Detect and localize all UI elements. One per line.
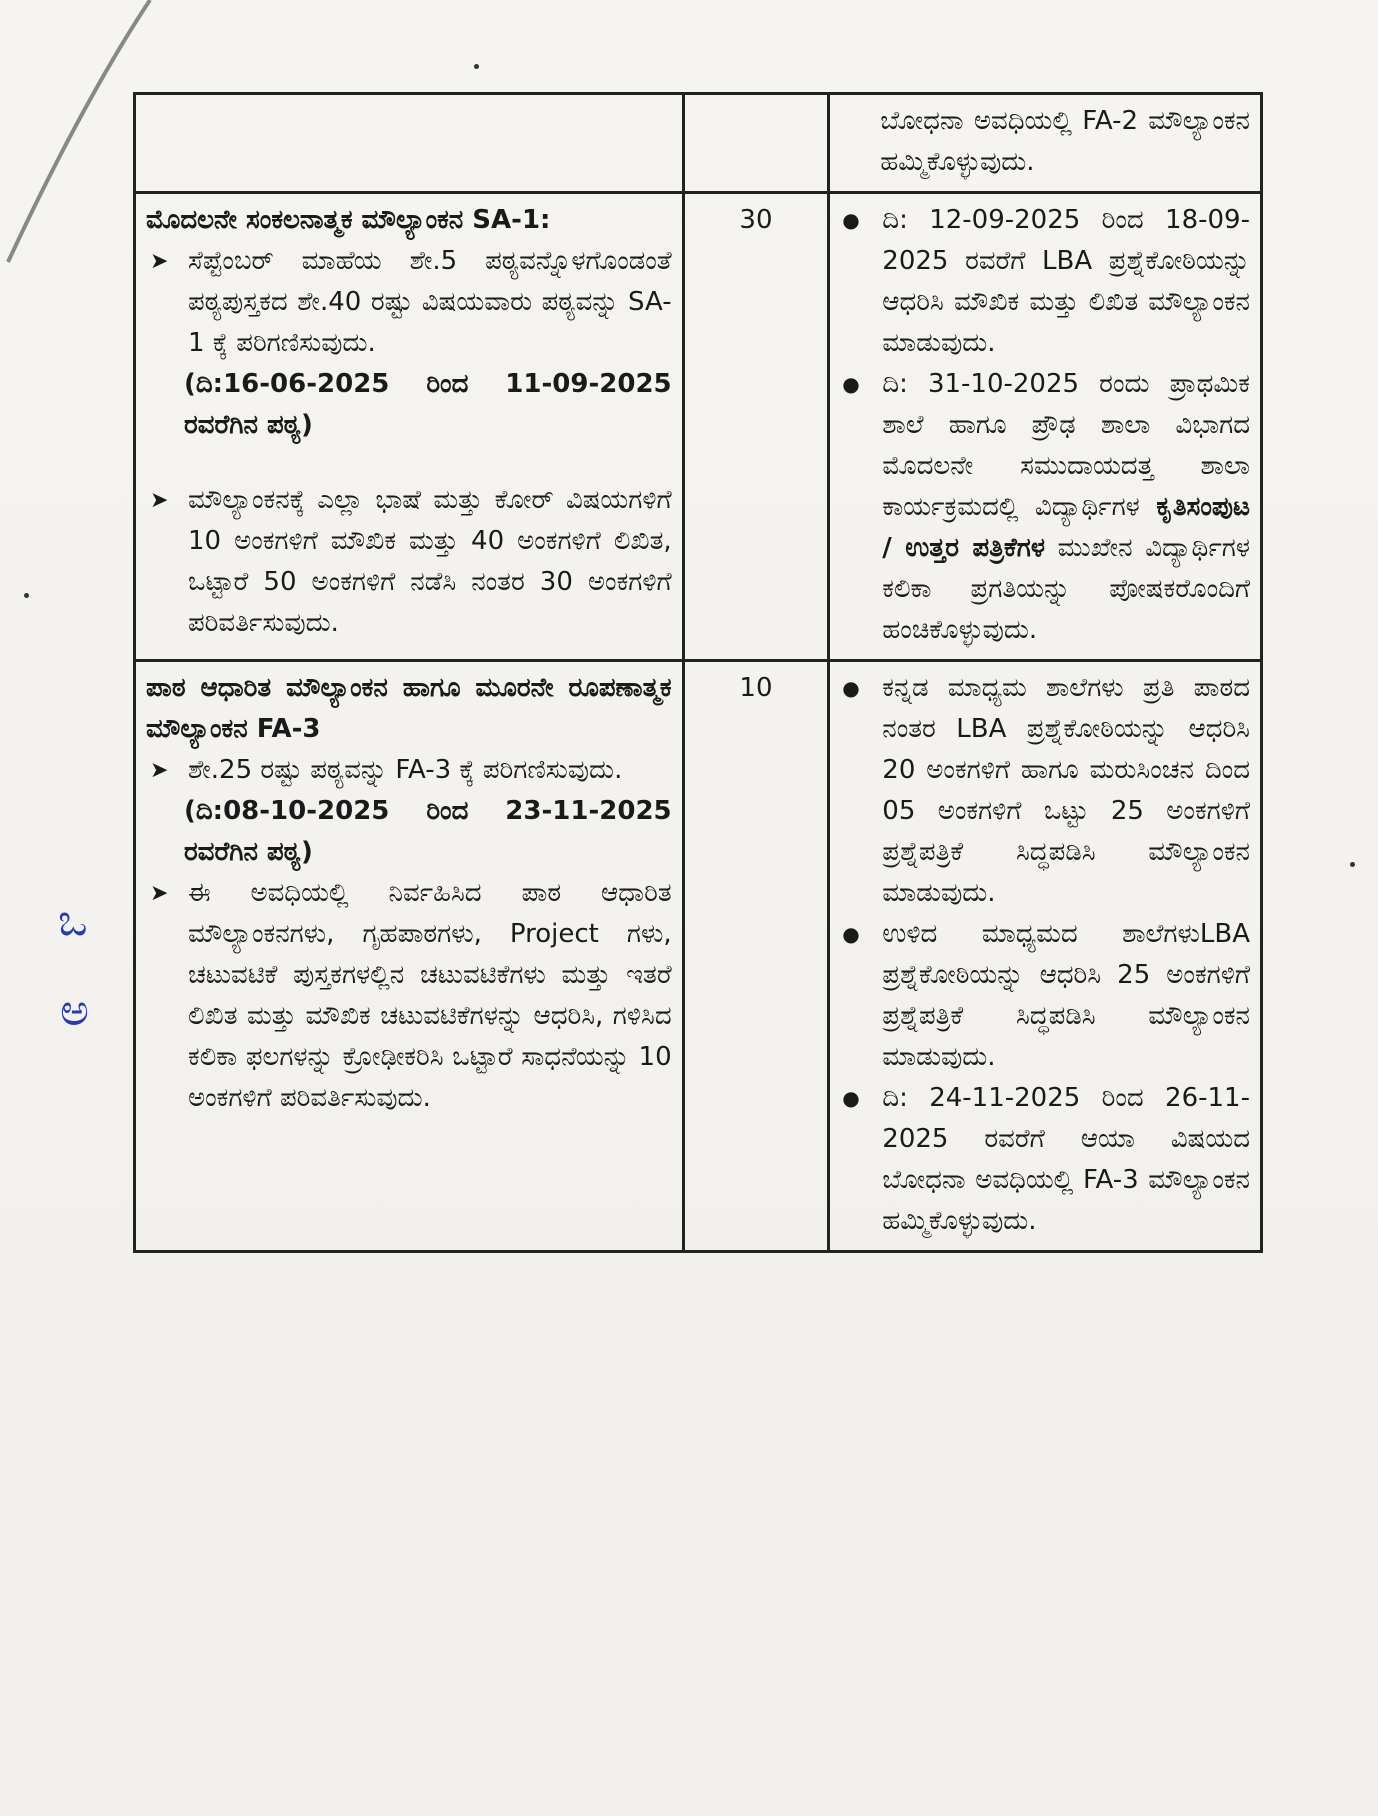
- schedule-list: [840, 668, 1250, 1242]
- schedule-continuation-text: ಬೋಧನಾ ಅವಧಿಯಲ್ಲಿ FA-2 ಮೌಲ್ಯಾಂಕನ ಹಮ್ಮಿಕೊಳ್ಳುವುದು.: [880, 106, 1250, 177]
- list-item-text: ಈ ಅವಧಿಯಲ್ಲಿ ನಿರ್ವಹಿಸಿದ ಪಾಠ ಆಧಾರಿತ ಮೌಲ್ಯಾಂಕನಗಳು, ಗೃಹಪಾಠಗಳು, Project ಗಳು, ಚಟುವಟಿಕೆ ಪುಸ್ತಕಗಳಲ್ಲಿನ ಚಟುವಟಿಕೆಗಳು ಮತ್ತು ಇತರೆ ಲಿಖಿತ ಮತ್ತು ಮೌಖಿಕ ಚಟುವಟಿಕೆಗಳನ್ನು ಆಧರಿಸಿ, ಗಳಿಸಿದ ಕಲಿಕಾ ಫಲಗಳನ್ನು ಕ್ರೋಢೀಕರಿಸಿ ಒಟ್ಟಾರೆ ಸಾಧನೆಯನ್ನು 10 ಅಂಕಗಳಿಗೆ ಪರಿವರ್ತಿಸುವುದು.: [188, 878, 672, 1113]
- table-row-sa1: [135, 193, 1262, 661]
- schedule-bold-part: ಉತ್ತರ ಪತ್ರಿಕೆಗಳ: [905, 533, 1045, 563]
- scan-speck: [1350, 862, 1355, 867]
- list-item: [840, 200, 1250, 364]
- activity-cell-sa1: [135, 193, 684, 661]
- schedule-list: [840, 200, 1250, 651]
- period-note: (ದಿ:08-10-2025 ರಿಂದ 23-11-2025 ರವರೆಗಿನ ಪಠ್ಯ): [184, 796, 672, 867]
- bullet-icon: ●: [842, 922, 860, 946]
- list-item: [146, 750, 672, 791]
- arrow-bullet-icon: ➤: [150, 488, 169, 513]
- table-row-fa3: [135, 661, 1262, 1252]
- schedule-cell-sa1: [829, 193, 1262, 661]
- list-item: [840, 364, 1250, 651]
- activity-cell-empty: [135, 94, 684, 193]
- marks-cell: 10: [683, 661, 829, 1252]
- list-item: [840, 1078, 1250, 1242]
- bullet-icon: ●: [842, 676, 860, 700]
- list-item: [840, 668, 1250, 914]
- list-item: [840, 914, 1250, 1078]
- assessment-table: [133, 92, 1263, 1253]
- list-item-text: ದಿ: 24-11-2025 ರಿಂದ 26-11-2025 ರವರೆಗೆ ಆಯಾ ವಿಷಯದ ಬೋಧನಾ ಅವಧಿಯಲ್ಲಿ FA-3 ಮೌಲ್ಯಾಂಕನ ಹಮ್ಮಿಕೊಳ್ಳುವುದು.: [882, 1083, 1250, 1236]
- scan-speck: [474, 64, 479, 69]
- schedule-bold-part: ಕೃತಿಸಂಪುಟ /: [882, 492, 1250, 563]
- scan-speck: [24, 593, 29, 598]
- activity-heading-sa1: ಮೊದಲನೇ ಸಂಕಲನಾತ್ಮಕ ಮೌಲ್ಯಾಂಕನ SA-1:: [146, 205, 551, 235]
- list-item-text: ಕನ್ನಡ ಮಾಧ್ಯಮ ಶಾಲೆಗಳು ಪ್ರತಿ ಪಾಠದ ನಂತರ LBA ಪ್ರಶ್ನೆಕೋಠಿಯನ್ನು ಆಧರಿಸಿ 20 ಅಂಕಗಳಿಗೆ ಹಾಗೂ ಮರುಸಿಂಚನ ದಿಂದ 05 ಅಂಕಗಳಿಗೆ ಒಟ್ಟು 25 ಅಂಕಗಳಿಗೆ ಪ್ರಶ್ನೆಪತ್ರಿಕೆ ಸಿದ್ಧಪಡಿಸಿ ಮೌಲ್ಯಾಂಕನ ಮಾಡುವುದು.: [882, 673, 1250, 908]
- schedule-cell-fa3: [829, 661, 1262, 1252]
- bullet-icon: ●: [842, 372, 860, 396]
- activity-heading-fa3: ಪಾಠ ಆಧಾರಿತ ಮೌಲ್ಯಾಂಕನ ಹಾಗೂ ಮೂರನೇ ರೂಪಣಾತ್ಮಕ ಮೌಲ್ಯಾಂಕನ FA-3: [146, 673, 672, 744]
- table-row-continuation: [135, 94, 1262, 193]
- list-item-text: ದಿ: 12-09-2025 ರಿಂದ 18-09-2025 ರವರೆಗೆ LBA ಪ್ರಶ್ನೆಕೋಠಿಯನ್ನು ಆಧರಿಸಿ ಮೌಖಿಕ ಮತ್ತು ಲಿಖಿತ ಮೌಲ್ಯಾಂಕನ ಮಾಡುವುದು.: [882, 205, 1250, 358]
- schedule-text-part: ದಿ: 31-10-2025 ರಂದು ಪ್ರಾಥಮಿಕ ಶಾಲೆ ಹಾಗೂ ಪ್ರೌಢ ಶಾಲಾ ವಿಭಾಗದ ಮೊದಲನೇ ಸಮುದಾಯದತ್ತ ಶಾಲಾ ಕಾರ್ಯಕ್ರಮದಲ್ಲಿ ವಿದ್ಯಾರ್ಥಿಗಳ: [882, 369, 1250, 522]
- list-item-text: ಮೌಲ್ಯಾಂಕನಕ್ಕೆ ಎಲ್ಲಾ ಭಾಷೆ ಮತ್ತು ಕೋರ್ ವಿಷಯಗಳಿಗೆ 10 ಅಂಕಗಳಿಗೆ ಮೌಖಿಕ ಮತ್ತು 40 ಅಂಕಗಳಿಗೆ ಲಿಖಿತ, ಒಟ್ಟಾರೆ 50 ಅಂಕಗಳಿಗೆ ನಡೆಸಿ ನಂತರ 30 ಅಂಕಗಳಿಗೆ ಪರಿವರ್ತಿಸುವುದು.: [188, 485, 672, 638]
- period-note: (ದಿ:16-06-2025 ರಿಂದ 11-09-2025 ರವರೆಗಿನ ಪಠ್ಯ): [184, 369, 672, 440]
- bullet-icon: ●: [842, 1086, 860, 1110]
- list-item: [146, 480, 672, 644]
- marks-cell: 30: [683, 193, 829, 661]
- list-item: [146, 241, 672, 364]
- handwritten-mark: ಅ: [60, 985, 89, 1036]
- schedule-cell-continuation: [829, 94, 1262, 193]
- arrow-bullet-icon: ➤: [150, 249, 169, 274]
- list-item: [146, 873, 672, 1119]
- list-item-text: ಉಳಿದ ಮಾಧ್ಯಮದ ಶಾಲೆಗಳುLBA ಪ್ರಶ್ನೆಕೋಠಿಯನ್ನು ಆಧರಿಸಿ 25 ಅಂಕಗಳಿಗೆ ಪ್ರಶ್ನೆಪತ್ರಿಕೆ ಸಿದ್ಧಪಡಿಸಿ ಮೌಲ್ಯಾಂಕನ ಮಾಡುವುದು.: [882, 919, 1250, 1072]
- bullet-icon: ●: [842, 208, 860, 232]
- arrow-bullet-icon: ➤: [150, 758, 169, 783]
- list-item-text: [882, 364, 1250, 651]
- arrow-bullet-icon: ➤: [150, 881, 169, 906]
- schedule-text-part: ಮುಖೇನ ವಿದ್ಯಾರ್ಥಿಗಳ ಕಲಿಕಾ ಪ್ರಗತಿಯನ್ನು ಪೋಷಕರೊಂದಿಗೆ ಹಂಚಿಕೊಳ್ಳುವುದು.: [882, 533, 1250, 645]
- activity-cell-fa3: [135, 661, 684, 1252]
- handwritten-mark: ಒ: [58, 895, 88, 946]
- list-item-text: ಶೇ.25 ರಷ್ಟು ಪಠ್ಯವನ್ನು FA-3 ಕ್ಕೆ ಪರಿಗಣಿಸುವುದು.: [188, 755, 623, 785]
- list-item-text: ಸೆಪ್ಟೆಂಬರ್ ಮಾಹೆಯ ಶೇ.5 ಪಠ್ಯವನ್ನೊಳಗೊಂಡಂತೆ ಪಠ್ಯಪುಸ್ತಕದ ಶೇ.40 ರಷ್ಟು ವಿಷಯವಾರು ಪಠ್ಯವನ್ನು SA-1 ಕ್ಕೆ ಪರಿಗಣಿಸುವುದು.: [188, 246, 672, 358]
- marks-cell-empty: [683, 94, 829, 193]
